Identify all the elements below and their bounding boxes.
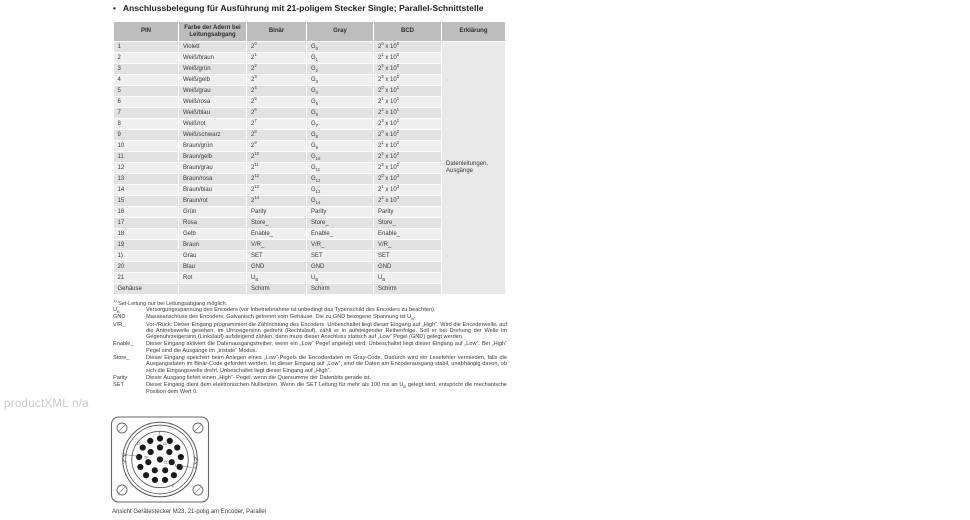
binaer-cell: $2^6$ <box>247 108 307 119</box>
bcd-cell: $2^2$ x $10^0$ <box>374 64 442 75</box>
gray-cell: $U_B$ <box>307 273 374 284</box>
definition-term: V/R_ <box>113 321 126 328</box>
color-cell: Weiß/braun <box>179 53 247 64</box>
pin-dot <box>157 456 163 462</box>
bcd-cell: $2^0$ x $10^0$ <box>374 42 442 53</box>
color-cell: Weiß/blau <box>179 108 247 119</box>
table-footnote: $^{1)}$ Set-Leitung nur bei Leitungsabgang möglich. <box>113 298 228 307</box>
color-cell: Braun <box>179 240 247 251</box>
gray-cell: Parity <box>307 207 374 218</box>
bcd-cell: $2^0$ x $10^1$ <box>374 86 442 97</box>
color-cell: Weiß/rot <box>179 119 247 130</box>
bcd-cell: Enable_ <box>374 229 442 240</box>
binaer-cell: $2^{11}$ <box>247 163 307 174</box>
bcd-cell: $2^0$ x $10^2$ <box>374 130 442 141</box>
pin-cell: 13 <box>114 174 179 185</box>
connector-caption: Ansicht Gerätestecker M23, 21-polig am Encoder, Parallel <box>112 509 267 515</box>
section-title-row <box>113 3 673 14</box>
pin-assignment-table <box>113 21 506 295</box>
color-cell: Weiß/grün <box>179 64 247 75</box>
pin-dot <box>152 477 158 483</box>
definition-item <box>113 382 507 395</box>
pin-dot <box>174 444 180 450</box>
bcd-cell: $2^2$ x $10^2$ <box>374 152 442 163</box>
pin-dot <box>167 438 173 444</box>
binaer-cell: Store_ <box>247 218 307 229</box>
bcd-cell: $2^1$ x $10^1$ <box>374 97 442 108</box>
bcd-cell: Parity <box>374 207 442 218</box>
binaer-cell: SET <box>247 251 307 262</box>
pin-number-label: 20 <box>144 455 148 460</box>
bullet-icon: • <box>113 4 116 13</box>
pin-cell: 8 <box>114 119 179 130</box>
color-cell: Braun/rot <box>179 196 247 207</box>
pin-cell: 1) <box>114 251 179 262</box>
gray-cell: $G_{10}$ <box>307 152 374 163</box>
definition-item <box>113 322 507 341</box>
column-header: Farbe der Adern bei Leitungsabgang <box>179 22 247 42</box>
gray-cell: $G_2$ <box>307 64 374 75</box>
gray-cell: $G_9$ <box>307 141 374 152</box>
definition-term: Store_ <box>113 355 130 362</box>
definition-item <box>113 375 507 381</box>
binaer-cell: $2^{10}$ <box>247 152 307 163</box>
bcd-cell: $2^2$ x $10^3$ <box>374 196 442 207</box>
bcd-cell: $2^3$ x $10^0$ <box>374 75 442 86</box>
color-cell: Braun/gelb <box>179 152 247 163</box>
pin-dot <box>171 472 177 478</box>
bcd-cell: SET <box>374 251 442 262</box>
pin-cell: 18 <box>114 229 179 240</box>
gray-cell: $G_6$ <box>307 108 374 119</box>
bcd-cell: V/R_ <box>374 240 442 251</box>
table-row <box>114 42 506 53</box>
color-cell: Braun/rosa <box>179 174 247 185</box>
color-cell: Weiß/grau <box>179 86 247 97</box>
explanation-cell: Datenleitungen, Ausgänge <box>442 42 506 295</box>
definition-item <box>113 355 507 374</box>
pin-cell: 15 <box>114 196 179 207</box>
definition-text: Dieser Eingang speichert beim Anlegen eines „Low“-Pegels die Encoderdaten im Gray-Code. Dadurch wird ein Lesefehler vermieden, falls die Ausgangsdaten im Binär-Code gefordert werden. Ist dieser Eingang auf „Low“, sind die Daten am Encoderausgang stabil, unabhängig davon, ob sich die Eingangswelle dreht. Unbeschaltet liegt dieser Eingang auf „High“. <box>146 355 507 374</box>
gray-cell: Store_ <box>307 218 374 229</box>
pin-cell: 16 <box>114 207 179 218</box>
definition-text: Vor-/Rück: Dieser Eingang programmiert die Zählrichtung des Encoders. Unbeschaltet liegt dieser Eingang auf „High“. Wird die Encoderwelle, auf die Antriebswelle gesehen, im Uhrzeigersinn gedreht (Rechtslauf), zählt er in aufsteigender Reihenfolge. Soll er bei Drehung der Welle im Gegenuhrzeigersinn (Linkslauf) aufsteigend zählen, dann muss dieser Anschluss statisch auf „Low“ Pegel (GND) gelegt werden. <box>146 321 507 341</box>
color-cell: Rot <box>179 273 247 284</box>
binaer-cell: $2^7$ <box>247 119 307 130</box>
watermark-text: productXML n/a <box>4 398 89 410</box>
pin-cell: 9 <box>114 130 179 141</box>
gray-cell: V/R_ <box>307 240 374 251</box>
pin-dot <box>143 472 149 478</box>
gray-cell: $G_3$ <box>307 75 374 86</box>
definition-text: Dieser Eingang dient dem elektronischen Nullsetzen. Wenn die SET Leitung für mehr als 100 ms an $U_B$ gelegt wird, entspricht die mechanische Position dem Wert 0. <box>146 382 508 395</box>
color-cell: Rosa <box>179 218 247 229</box>
binaer-cell: Enable_ <box>247 229 307 240</box>
gray-cell: $G_0$ <box>307 42 374 53</box>
definition-term: GND <box>113 314 126 321</box>
pin-number-label: 10 <box>122 452 127 457</box>
color-cell: Grün <box>179 207 247 218</box>
gray-cell: $G_{14}$ <box>307 196 374 207</box>
gray-cell: Enable_ <box>307 229 374 240</box>
binaer-cell: $2^{14}$ <box>247 196 307 207</box>
binaer-cell: $2^1$ <box>247 53 307 64</box>
pin-cell: 5 <box>114 86 179 97</box>
pin-dot <box>137 464 143 470</box>
pin-dot <box>145 459 151 465</box>
pin-dot <box>136 454 142 460</box>
color-cell: Blau <box>179 262 247 273</box>
gray-cell: $G_4$ <box>307 86 374 97</box>
color-cell: Weiß/rosa <box>179 97 247 108</box>
definition-item <box>113 307 507 313</box>
signal-definitions <box>113 307 507 396</box>
pin-number-label: 21 <box>163 460 168 465</box>
definition-term: Enable_ <box>113 341 134 348</box>
pin-number-label: 16 <box>174 463 179 468</box>
connector-diagram <box>110 416 210 504</box>
bcd-cell: GND <box>374 262 442 273</box>
gray-cell: $G_1$ <box>307 53 374 64</box>
pin-number-label: 1 <box>158 431 161 436</box>
gray-cell: $G_7$ <box>307 119 374 130</box>
color-cell: Braun/grün <box>179 141 247 152</box>
pin-number-label: 4 <box>194 466 197 470</box>
pin-dot <box>147 438 153 444</box>
section-title: Anschlussbelegung für Ausführung mit 21-poligem Stecker Single; Parallel-Schnittstelle <box>122 3 484 13</box>
column-header: BCD <box>374 22 442 42</box>
color-cell: Gelb <box>179 229 247 240</box>
pin-dot <box>178 454 184 460</box>
binaer-cell: $2^0$ <box>247 42 307 53</box>
binaer-cell: $2^{13}$ <box>247 185 307 196</box>
pin-cell: 6 <box>114 97 179 108</box>
definition-term: SET <box>113 382 124 389</box>
bcd-cell: $2^1$ x $10^3$ <box>374 185 442 196</box>
bcd-cell: $2^2$ x $10^1$ <box>374 108 442 119</box>
gray-cell: Schirm <box>307 284 374 295</box>
column-header: PIN <box>114 22 179 42</box>
color-cell: Violett <box>179 42 247 53</box>
pin-cell: 17 <box>114 218 179 229</box>
definition-text: Masseanschluss des Encoders; Galvanisch getrennt vom Gehäuse. Die zu GND bezogene Spannung ist $U_B$. <box>146 314 416 322</box>
binaer-cell: V/R_ <box>247 240 307 251</box>
gray-cell: SET <box>307 251 374 262</box>
binaer-cell: $2^8$ <box>247 130 307 141</box>
pin-dot <box>140 444 146 450</box>
column-header: Erklärung <box>442 22 506 42</box>
pin-cell: 14 <box>114 185 179 196</box>
binaer-cell: $2^{12}$ <box>247 174 307 185</box>
pin-cell: Gehäuse <box>114 284 179 295</box>
definition-text: Versorgungsspannung des Encoders (vor Inbetriebnahme ist unbedingt das Typenschild des Encoders zu beachten). <box>146 307 436 313</box>
bcd-cell: $2^1$ x $10^0$ <box>374 53 442 64</box>
color-cell <box>179 284 247 295</box>
pin-cell: 12 <box>114 163 179 174</box>
gray-cell: $G_5$ <box>307 97 374 108</box>
pin-number-label: 5 <box>171 483 174 488</box>
gray-cell: $G_{12}$ <box>307 174 374 185</box>
binaer-cell: $2^5$ <box>247 97 307 108</box>
binaer-cell: $2^4$ <box>247 86 307 97</box>
pin-number-label: 11 <box>136 441 141 446</box>
pin-dot <box>166 449 172 455</box>
definition-text: Dieser Eingang aktiviert die Datenausgangstreiber, wenn ein „Low“ Pegel angelegt wird. Unbeschaltet liegt dieser Eingang auf „Low“. Bei „High“ Pegel sind die Ausgänge im „tristate“ Modus. <box>146 341 507 354</box>
definition-term: Parity <box>113 374 128 381</box>
color-cell: Weiß/gelb <box>179 75 247 86</box>
pin-cell: 21 <box>114 273 179 284</box>
pin-cell: 20 <box>114 262 179 273</box>
column-header: Gray <box>307 22 374 42</box>
pin-cell: 10 <box>114 141 179 152</box>
gray-cell: $G_{13}$ <box>307 185 374 196</box>
color-cell: Grau <box>179 251 247 262</box>
pin-table-header-row <box>114 22 506 42</box>
gray-cell: $G_{11}$ <box>307 163 374 174</box>
color-cell: Braun/grau <box>179 163 247 174</box>
pin-dot <box>157 435 163 441</box>
bcd-cell: Schirm <box>374 284 442 295</box>
pin-table-body <box>114 42 506 295</box>
pin-cell: 19 <box>114 240 179 251</box>
bcd-cell: $2^0$ x $10^3$ <box>374 174 442 185</box>
color-cell: Braun/blau <box>179 185 247 196</box>
color-cell: Weiß/schwarz <box>179 130 247 141</box>
pin-dot <box>152 467 158 473</box>
binaer-cell: $2^2$ <box>247 64 307 75</box>
binaer-cell: $2^3$ <box>247 75 307 86</box>
pin-dot <box>148 449 154 455</box>
gray-cell: $G_8$ <box>307 130 374 141</box>
definition-term: $U_B$ <box>113 307 120 315</box>
definition-item <box>113 314 507 320</box>
pin-cell: 7 <box>114 108 179 119</box>
bcd-cell: $2^3$ x $10^2$ <box>374 163 442 174</box>
pin-dot <box>162 477 168 483</box>
definition-item <box>113 341 507 354</box>
bcd-cell: $2^1$ x $10^2$ <box>374 141 442 152</box>
pin-cell: 1 <box>114 42 179 53</box>
bcd-cell: $U_B$ <box>374 273 442 284</box>
column-header: Binär <box>247 22 307 42</box>
pin-cell: 3 <box>114 64 179 75</box>
pin-cell: 11 <box>114 152 179 163</box>
binaer-cell: Parity <box>247 207 307 218</box>
bcd-cell: Store_ <box>374 218 442 229</box>
pin-number-label: 13 <box>162 442 167 447</box>
binaer-cell: GND <box>247 262 307 273</box>
pin-cell: 2 <box>114 53 179 64</box>
binaer-cell: $2^9$ <box>247 141 307 152</box>
pin-dot <box>162 467 168 473</box>
binaer-cell: Schirm <box>247 284 307 295</box>
binaer-cell: $U_B$ <box>247 273 307 284</box>
bcd-cell: $2^3$ x $10^1$ <box>374 119 442 130</box>
pin-cell: 4 <box>114 75 179 86</box>
definition-text: Dieser Ausgang liefert einen „High“- Pegel, wenn die Quersumme der Datenbits gerade ist. <box>146 374 371 381</box>
gray-cell: GND <box>307 262 374 273</box>
